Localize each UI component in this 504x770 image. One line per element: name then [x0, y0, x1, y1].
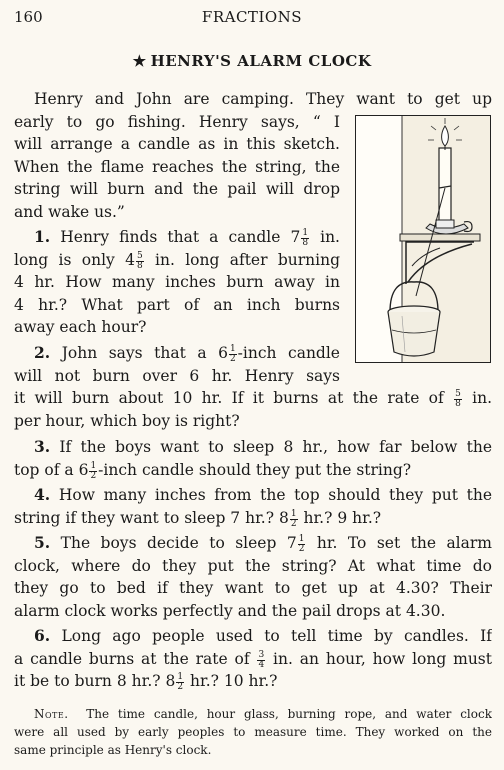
candle-pail-sketch [356, 116, 490, 362]
problem-line: 3. If the boys want to sleep 8 hr., how far below the [34, 437, 492, 456]
problem-line: 4 hr. How many inches burn away in [14, 273, 340, 291]
fraction: $\frac{1}{2}$ [229, 344, 236, 365]
star-icon: ★ [132, 52, 147, 70]
problem-line: will not burn over 6 hr. Henry says [14, 366, 340, 385]
problem-5 [14, 532, 492, 622]
problem-line: 6. Long ago people used to tell time by candles. If [34, 626, 492, 645]
problem-6 [14, 625, 492, 693]
intro-line: early to go fishing. Henry says, “ I [14, 112, 340, 131]
pail [388, 312, 440, 356]
intro-line: string will burn and the pail will drop [14, 180, 340, 198]
note-line: were all used by early peoples to measure time. They worked on the [14, 725, 492, 739]
problem-line: 5. The boys decide to sleep 7 $\frac{1}{2}$ hr. To set the alarm [34, 533, 492, 555]
problem-line: away each hour? [14, 318, 147, 336]
problem-3 [14, 436, 492, 481]
problem-line [14, 226, 340, 249]
problem-number: 3. [34, 437, 51, 456]
note-label: Note. [34, 707, 69, 721]
problem-line: per hour, which boy is right? [14, 411, 240, 430]
problem-number: 2. [34, 343, 51, 362]
problem-line: they go to bed if they want to get up at 4.30? Their [14, 579, 492, 597]
holder-socket [436, 220, 454, 228]
page-header [14, 8, 490, 28]
problem-line: a candle burns at the rate of $\frac{3}{4}$ in. an hour, how long must [14, 649, 492, 670]
fraction: $\frac{1}{2}$ [298, 534, 305, 555]
fraction: $\frac{3}{4}$ [258, 649, 265, 670]
problem-line: 4 hr.? What part of an inch burns [14, 295, 340, 314]
problem-line: it will burn about 10 hr. If it burns at the rate of $\frac{5}{8}$ in. [14, 389, 492, 410]
problem-4 [14, 484, 492, 529]
footnote [14, 705, 492, 759]
candle-alarm-illustration [355, 115, 491, 363]
problem-number: 6. [34, 626, 51, 645]
page-number: 160 [14, 8, 43, 26]
intro-line: and wake us.” [14, 202, 125, 221]
intro-line: Henry and John are camping. They want to get up [34, 90, 492, 108]
section-title-text: HENRY'S ALARM CLOCK [150, 52, 372, 70]
note-line: Note. The time candle, hour glass, burning rope, and water clock [34, 707, 492, 721]
problem-line: top of a 6 $\frac{1}{2}$ -inch candle should they put the string? [14, 460, 412, 481]
problem-line: alarm clock works perfectly and the pail drops at 4.30. [14, 601, 446, 620]
problem-line: 2. John says that a 6 $\frac{1}{2}$ -inch candle [34, 343, 340, 365]
shelf [400, 234, 480, 241]
fraction: $\frac{5}{8}$ [455, 389, 461, 410]
intro-line: When the flame reaches the string, the [14, 157, 340, 176]
section-title [0, 52, 504, 70]
fraction: $\frac{1}{2}$ [177, 672, 184, 693]
problem-line: clock, where do they put the string? At what time do [14, 556, 492, 575]
problem-text: in. [310, 228, 340, 246]
problem-number: 4. [34, 485, 51, 504]
fraction: $\frac{5}{8}$ [136, 250, 143, 271]
fraction: $\frac{1}{2}$ [90, 460, 97, 481]
problem-line: 4. How many inches from the top should they put the [34, 485, 492, 504]
problem-line: string if they want to sleep 7 hr.? 8 $\frac{1}{2}$ hr.? 9 hr.? [14, 508, 382, 529]
problem-number: 1. [34, 227, 51, 246]
running-head: FRACTIONS [201, 8, 303, 26]
problem-number: 5. [34, 533, 51, 552]
problem-text: Henry finds that a candle 7 [60, 228, 301, 246]
problem-line: it be to burn 8 hr.? 8 $\frac{1}{2}$ hr.? 10 hr.? [14, 672, 278, 693]
problem-line: long is only 4 $\frac{5}{8}$ in. long after burning [14, 250, 340, 271]
intro-line: will arrange a candle as in this sketch. [14, 135, 340, 153]
fraction: $\frac{1}{8}$ [302, 228, 309, 249]
fraction: $\frac{1}{2}$ [290, 508, 297, 529]
note-line: same principle as Henry's clock. [14, 743, 212, 757]
